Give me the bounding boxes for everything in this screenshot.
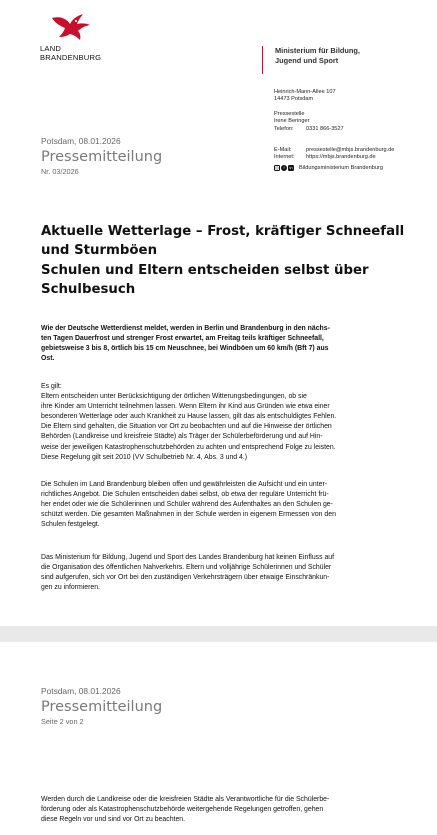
headline-line: und Sturmböen [41, 243, 158, 259]
headline-line: Schulen und Eltern entscheiden selbst über [41, 262, 369, 278]
headline [41, 222, 421, 300]
headline-line: Aktuelle Wetterlage – Frost, kräftiger Schneefall [41, 224, 405, 239]
press-office: Pressestelle [274, 111, 305, 117]
postal-address [274, 89, 336, 104]
body-line: Behörden (Landkreise und kreisfreie Städte) als Träger der Schülerbeförderung und auf Hin- [41, 433, 323, 441]
body-line: Die Schulen im Land Brandenburg bleiben offen und gewährleisten die Aufsicht und ein unter- [41, 481, 328, 488]
press-person: Irene Beringer [274, 118, 310, 125]
address-street: Heinrich-Mann-Allee 107 [274, 89, 336, 95]
lead-line: Ost. [41, 355, 55, 363]
page-number: Seite 2 von 2 [41, 717, 84, 726]
body-line: richtliches Angebot. Die Schulen entscheiden dabei selbst, ob etwa der reguläre Unterricht frü- [41, 491, 329, 499]
social-handle: Bildungsministerium Brandenburg [299, 164, 383, 171]
release-title: Pressemitteilung [41, 149, 163, 165]
logo-text-land: LAND [40, 44, 62, 53]
press-contact [274, 111, 344, 133]
website-link[interactable]: https://mbjs.brandenburg.de [306, 154, 376, 161]
body-line: die Organisation des öffentlichen Nahverkehrs. Eltern und volljährige Schülerinnen und Schüler [41, 564, 332, 572]
phone-label: Telefon: [274, 125, 294, 132]
address-city: 14473 Potsdam [274, 96, 314, 103]
body-line: her endet oder wie die Schülerinnen und Schüler während des Aufenthaltes an den Schulen ge- [41, 501, 333, 509]
body-line: schützt werden. Die gesamten Maßnahmen in der Schule werden in eigenem Ermessen von den [41, 511, 336, 519]
ministry-name [262, 46, 360, 74]
release-date: Potsdam, 08.01.2026 [41, 686, 121, 696]
body-line: Es gilt: [41, 383, 62, 390]
lead-line: gebietsweise 3 bis 8, örtlich bis 15 cm Neuschnee, bei Windböen um 60 km/h (Bft 7) aus [41, 345, 329, 353]
facebook-icon[interactable]: f [281, 165, 287, 171]
logo-text-brandenburg: BRANDENBURG [40, 53, 102, 62]
email-link[interactable]: pressestelle@mbjs.brandenburg.de [306, 147, 395, 153]
ministry-line-2: Jugend und Sport [275, 55, 339, 65]
body-paragraph-page-2 [41, 795, 425, 825]
body-line: Schulen festgelegt. [41, 521, 100, 529]
body-line: Werden durch die Landkreise oder die kreisfreien Städte als Verantwortliche für die Schülerbe- [41, 796, 330, 803]
document-page-2 [0, 642, 437, 835]
land-brandenburg-logo [40, 12, 112, 62]
body-paragraph-2 [41, 480, 425, 530]
release-meta-page-2 [41, 686, 162, 726]
release-number: Nr. 03/2026 [41, 167, 79, 176]
body-line: Das Ministerium für Bildung, Jugend und Sport des Landes Brandenburg hat keinen Einfluss auf [41, 554, 335, 561]
phone-number[interactable]: 0331 866-3527 [306, 125, 344, 132]
body-line: Die Eltern sind gehalten, die Situation vor Ort zu beobachten und auf die Hinweise der örtlichen [41, 423, 332, 431]
lead-paragraph [41, 324, 425, 364]
body-line: Eltern entscheiden unter Berücksichtigung der örtlichen Witterungsbedingungen, ob sie [41, 393, 307, 401]
release-date: Potsdam, 08.01.2026 [41, 136, 121, 146]
release-title: Pressemitteilung [41, 699, 163, 715]
body-line: gen zu informieren. [41, 584, 100, 592]
body-line: Diese Regelung gilt seit 2010 (VV Schulbetrieb Nr. 4, Abs. 3 und 4.) [41, 453, 248, 461]
body-line: besonderen Wetterlage oder auch Krankheit zu Hause lassen, gilt das als entschuldigtes Fehlen. [41, 413, 337, 421]
instagram-icon[interactable]: ◎ [275, 165, 279, 171]
headline-line: Schulbesuch [41, 282, 136, 298]
body-paragraph-3 [41, 553, 425, 593]
lead-line: Wie der Deutsche Wetterdienst meldet, werden in Berlin und Brandenburg in den nächs- [41, 325, 330, 332]
linkedin-icon[interactable]: in [289, 165, 293, 171]
body-line: ihre Kinder am Unterricht teilnehmen lassen. Wenn Eltern ihr Kind aus Gründen wie etwa einer [41, 403, 330, 411]
eagle-icon [50, 12, 92, 42]
email-label: E-Mail: [274, 147, 292, 153]
body-paragraph-1 [41, 382, 425, 463]
internet-label: Internet: [274, 154, 295, 161]
release-meta [41, 136, 162, 176]
body-line: sind aufgerufen, sich vor Ort bei den zuständigen Verkehrsträgern über etwaige Einschränkun- [41, 574, 330, 582]
ministry-line-1: Ministerium für Bildung, [275, 46, 360, 55]
lead-line: ten Tagen Dauerfrost und strenger Frost erwartet, am Freitag teils kräftiger Schneefall, [41, 335, 324, 343]
online-contact [274, 147, 394, 172]
body-line: förderung oder als Katastrophenschutzbehörde weitergehende Regelungen getroffen, gehen [41, 806, 324, 814]
body-line: weise der jeweiligen Katastrophenschutzbehörden zu achten und entsprechend Folge zu leisten. [41, 443, 336, 451]
body-line: diese Regeln vor und sind vor Ort zu beachten. [41, 816, 186, 824]
